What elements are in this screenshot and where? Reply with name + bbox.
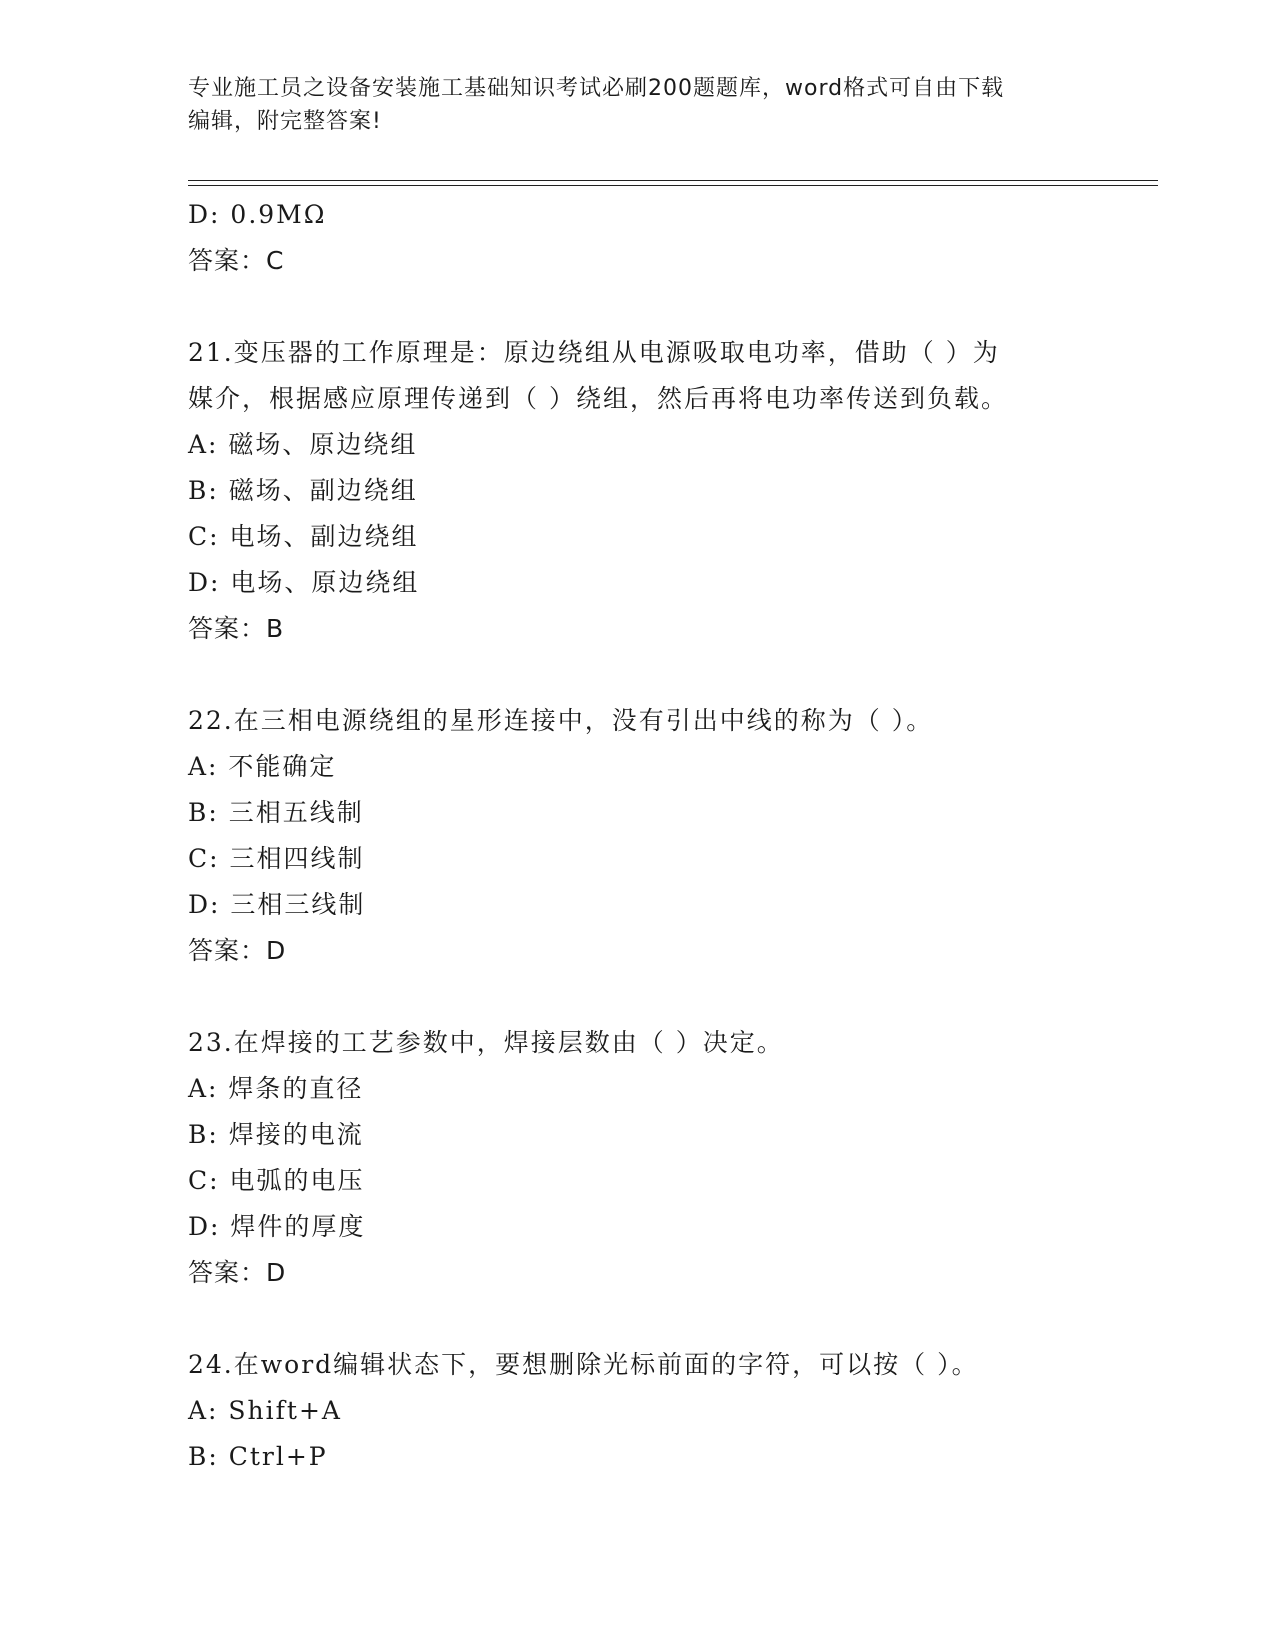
option-a: A: Shift+A	[188, 1396, 342, 1425]
question-stem: 24.在word编辑状态下，要想删除光标前面的字符，可以按（ ）。	[188, 1350, 979, 1379]
option-c: C: 电弧的电压	[188, 1166, 365, 1195]
option-c: C: 电场、副边绕组	[188, 522, 419, 551]
document-body	[188, 192, 1088, 1480]
header-title-line-2: 编辑，附完整答案!	[188, 109, 382, 134]
spacer	[188, 284, 1088, 330]
spacer	[188, 1296, 1088, 1342]
question-stem: 21.变压器的工作原理是：原边绕组从电源吸取电功率，借助（ ）为	[188, 338, 1000, 367]
question-block-22	[188, 698, 1088, 974]
spacer	[188, 974, 1088, 1020]
option-a: A: 不能确定	[188, 752, 337, 781]
option-a: A: 焊条的直径	[188, 1074, 364, 1103]
answer-line: 答案：D	[188, 1258, 287, 1287]
answer-line: 答案：B	[188, 614, 285, 643]
option-b: B: 磁场、副边绕组	[188, 476, 418, 505]
option-d: D: 三相三线制	[188, 890, 366, 919]
option-d: D: 焊件的厚度	[188, 1212, 366, 1241]
option-b: B: 三相五线制	[188, 798, 364, 827]
option-b: B: 焊接的电流	[188, 1120, 364, 1149]
question-block-23	[188, 1020, 1088, 1296]
question-stem-continued: 媒介，根据感应原理传递到（ ）绕组，然后再将电功率传送到负载。	[188, 384, 1008, 413]
option-d: D: 0.9MΩ	[188, 200, 327, 229]
question-stem: 22.在三相电源绕组的星形连接中，没有引出中线的称为（ ）。	[188, 706, 934, 735]
answer-line: 答案：C	[188, 246, 285, 275]
option-c: C: 三相四线制	[188, 844, 365, 873]
answer-line: 答案：D	[188, 936, 287, 965]
option-a: A: 磁场、原边绕组	[188, 430, 418, 459]
question-block-21	[188, 330, 1088, 652]
question-stem: 23.在焊接的工艺参数中，焊接层数由（ ）决定。	[188, 1028, 784, 1057]
option-d: D: 电场、原边绕组	[188, 568, 420, 597]
question-block-24	[188, 1342, 1088, 1480]
header-divider-top	[188, 180, 1158, 181]
document-header	[188, 72, 1068, 138]
question-block-20-tail	[188, 192, 1088, 284]
header-title-line-1: 专业施工员之设备安装施工基础知识考试必刷200题题库，word格式可自由下载	[188, 76, 1005, 101]
spacer	[188, 652, 1088, 698]
header-divider-bottom	[188, 185, 1158, 186]
option-b: B: Ctrl+P	[188, 1442, 328, 1471]
